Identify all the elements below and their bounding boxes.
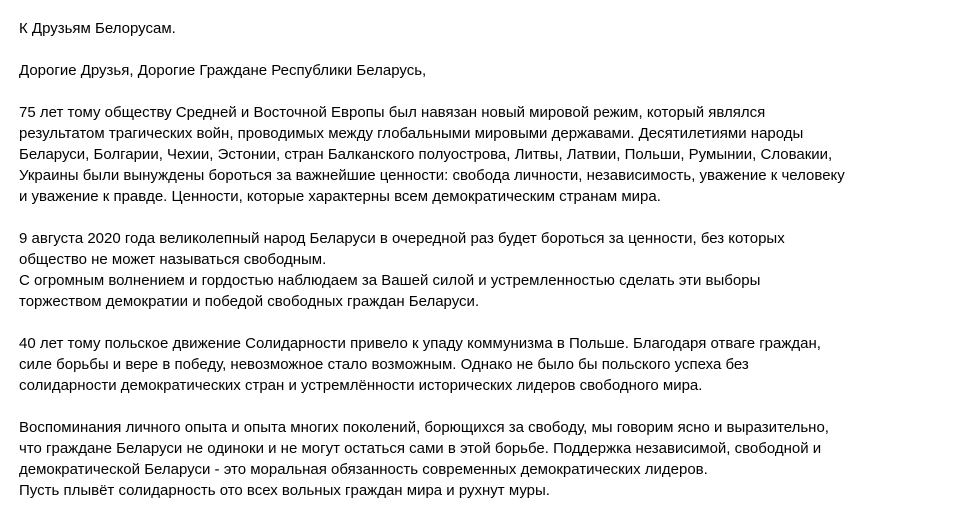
paragraph-line: Беларуси, Болгарии, Чехии, Эстонии, стран Балканского полуострова, Литвы, Латвии, Польши, Румынии, Словакии, [19, 146, 833, 163]
paragraph-line: общество не может называться свободным. [19, 251, 327, 268]
letter-greeting: Дорогие Друзья, Дорогие Граждане Республики Беларусь, [19, 62, 427, 79]
paragraph-gap [19, 396, 949, 417]
paragraph-gap [19, 207, 949, 228]
paragraph-line: Пусть плывёт солидарность ото всех вольных граждан мира и рухнут муры. [19, 482, 550, 499]
paragraph-line: что граждане Беларуси не одиноки и не могут остаться сами в этой борьбе. Поддержка независимой, свободной и [19, 440, 822, 457]
paragraph-4 [19, 417, 949, 501]
paragraph-line: торжеством демократии и победой свободных граждан Беларуси. [19, 293, 480, 310]
paragraph-line: 9 августа 2020 года великолепный народ Беларуси в очередной раз будет бороться за ценности, без которых [19, 230, 785, 247]
paragraph-gap [19, 312, 949, 333]
paragraph-line: 40 лет тому польское движение Солидарности привело к упаду коммунизма в Польше. Благодаря отваге граждан, [19, 335, 821, 352]
letter-title: К Друзьям Белорусам. [19, 20, 176, 37]
paragraph-line: С огромным волнением и гордостью наблюдаем за Вашей силой и устремленностью сделать эти выборы [19, 272, 761, 289]
paragraph-gap [19, 39, 949, 60]
paragraph-line: Украины были вынуждены бороться за важнейшие ценности: свобода личности, независимость, уважение к человеку [19, 167, 845, 184]
paragraph-line: и уважение к правде. Ценности, которые характерны всем демократическим странам мира. [19, 188, 661, 205]
paragraph-line: Воспоминания личного опыта и опыта многих поколений, борющихся за свободу, мы говорим ясно и выразительно, [19, 419, 829, 436]
paragraph-3 [19, 333, 949, 396]
paragraph-line: результатом трагических войн, проводимых между глобальными мировыми державами. Десятилетиями народы [19, 125, 804, 142]
paragraph-line: демократической Беларуси - это моральная обязанность современных демократических лидеров. [19, 461, 708, 478]
letter-body [19, 18, 949, 501]
paragraph-line: солидарности демократических стран и устремлённости исторических лидеров свободного мира. [19, 377, 703, 394]
paragraph-line: 75 лет тому обществу Средней и Восточной Европы был навязан новый мировой режим, который являлся [19, 104, 766, 121]
paragraph-line: силе борьбы и вере в победу, невозможное стало возможным. Однако не было бы польского успеха без [19, 356, 749, 373]
paragraph-gap [19, 81, 949, 102]
paragraph-1 [19, 102, 949, 207]
paragraph-2 [19, 228, 949, 312]
